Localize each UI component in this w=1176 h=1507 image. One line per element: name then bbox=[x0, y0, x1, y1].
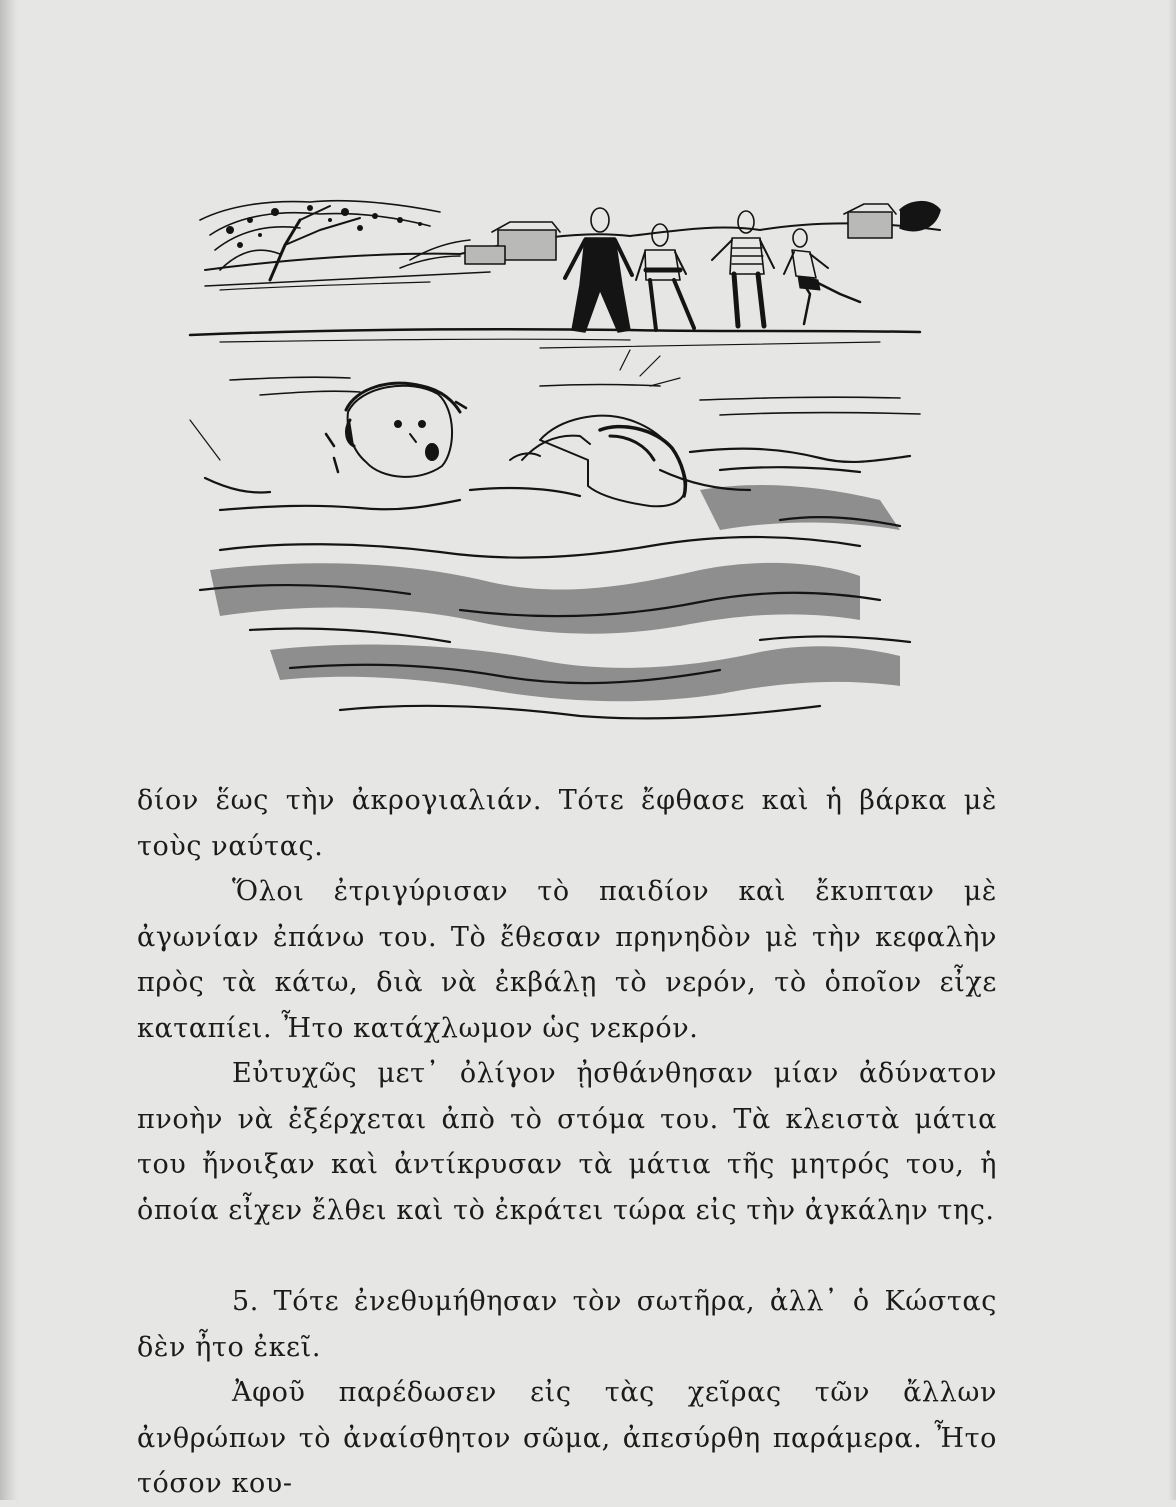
page-binding-edge bbox=[0, 0, 18, 1500]
page-text bbox=[137, 778, 997, 1507]
drowning-boy-head bbox=[326, 383, 466, 477]
man-in-dark-suit bbox=[565, 208, 632, 332]
house-right bbox=[844, 202, 940, 238]
paragraph-4-section-5: 5. Τότε ἐνεθυμήθησαν τὸν σωτῆρα, ἀλλ᾿ ὁ Κώστας δὲν ἦτο ἐκεῖ. bbox=[137, 1286, 997, 1363]
beach-line bbox=[190, 329, 920, 348]
paragraph-1: δίον ἕως τὴν ἀκρογιαλιάν. Τότε ἔφθασε καὶ ἡ βάρκα μὲ τοὺς ναύτας. bbox=[137, 785, 997, 862]
paragraph-3: Εὐτυχῶς μετ᾿ ὀλίγον ᾐσθάνθησαν μίαν ἀδύνατον πνοὴν νὰ ἐξέρχεται ἀπὸ τὸ στόμα του. Τὰ κλειστὰ μάτια του ἤνοιξαν καὶ ἀντίκρυσαν τὰ μάτια τῆς μητρός του, ἡ ὁποία εἶχεν ἔλθει καὶ τὸ ἐκράτει τώρα εἰς τὴν ἀγκάλην της. bbox=[137, 1058, 997, 1226]
running-boy bbox=[784, 229, 860, 324]
kostas-head bbox=[510, 416, 686, 507]
background-shore bbox=[205, 223, 940, 290]
trees-left bbox=[200, 201, 470, 280]
drowning-rescue-illustration bbox=[160, 190, 950, 730]
paragraph-2: Ὅλοι ἐτριγύρισαν τὸ παιδίον καὶ ἔκυπταν μὲ ἀγωνίαν ἐπάνω του. Τὸ ἔθεσαν πρηνηδὸν μὲ τὴν κεφαλὴν πρὸς τὰ κάτω, διὰ νὰ ἐκβάλῃ τὸ νερόν, τὸ ὁποῖον εἶχε καταπίει. Ἦτο κατάχλωμον ὡς νεκρόν. bbox=[137, 876, 997, 1044]
paragraph-5: Ἀφοῦ παρέδωσεν εἰς τὰς χεῖρας τῶν ἄλλων ἀνθρώπων τὸ ἀναίσθητον σῶμα, ἀπεσύρθη παράμερα. Ἦτο τόσον κου- bbox=[137, 1377, 997, 1499]
page-right-edge bbox=[1168, 0, 1176, 1500]
man-in-vest bbox=[636, 224, 694, 330]
house-left bbox=[465, 222, 560, 264]
